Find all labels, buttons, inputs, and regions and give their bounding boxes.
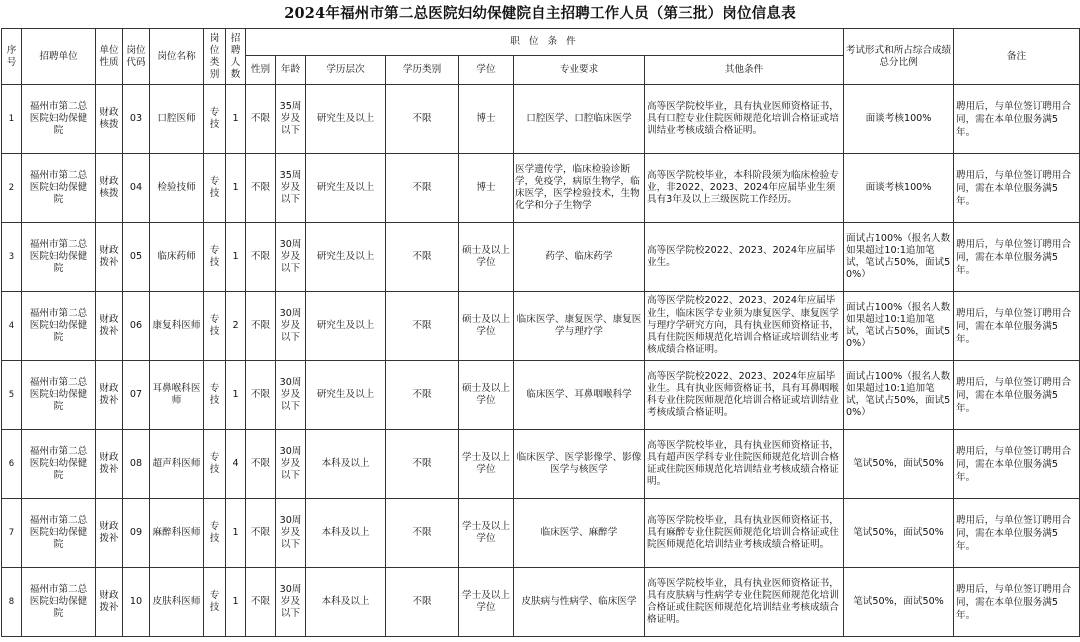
cell-seq: 4 xyxy=(2,292,22,361)
cell-gender: 不限 xyxy=(246,85,276,154)
cell-edu-level: 本科及以上 xyxy=(306,499,386,568)
header-exam: 考试形式和所占综合成绩总分比例 xyxy=(844,29,954,85)
table-row xyxy=(2,292,1080,361)
table-row xyxy=(2,499,1080,568)
cell-edu-type: 不限 xyxy=(386,154,459,223)
cell-degree: 学士及以上学位 xyxy=(459,499,514,568)
table-row xyxy=(2,568,1080,637)
cell-unit: 福州市第二总医院妇幼保健院 xyxy=(22,361,96,430)
header-age: 年龄 xyxy=(276,56,306,85)
cell-category: 专技 xyxy=(204,85,226,154)
cell-degree: 硕士及以上学位 xyxy=(459,223,514,292)
cell-nature: 财政核拨 xyxy=(96,85,123,154)
cell-nature: 财政拨补 xyxy=(96,499,123,568)
cell-gender: 不限 xyxy=(246,499,276,568)
cell-count: 1 xyxy=(226,85,246,154)
cell-nature: 财政拨补 xyxy=(96,223,123,292)
cell-exam: 面试占100%（报名人数如果超过10:1追加笔试，笔试占50%，面试50%） xyxy=(844,361,954,430)
cell-age: 30周岁及以下 xyxy=(276,430,306,499)
cell-nature: 财政拨补 xyxy=(96,568,123,637)
cell-nature: 财政拨补 xyxy=(96,430,123,499)
cell-count: 1 xyxy=(226,223,246,292)
cell-count: 1 xyxy=(226,568,246,637)
cell-unit: 福州市第二总医院妇幼保健院 xyxy=(22,568,96,637)
cell-degree: 博士 xyxy=(459,85,514,154)
cell-count: 2 xyxy=(226,292,246,361)
cell-code: 06 xyxy=(123,292,150,361)
cell-gender: 不限 xyxy=(246,568,276,637)
cell-edu-type: 不限 xyxy=(386,568,459,637)
cell-category: 专技 xyxy=(204,499,226,568)
cell-name: 超声科医师 xyxy=(150,430,204,499)
cell-exam: 面谈考核100% xyxy=(844,85,954,154)
header-conditions: 职 位 条 件 xyxy=(246,29,844,56)
cell-note: 聘用后，与单位签订聘用合同，需在本单位服务满5年。 xyxy=(954,154,1080,223)
cell-seq: 1 xyxy=(2,85,22,154)
cell-category: 专技 xyxy=(204,223,226,292)
cell-age: 30周岁及以下 xyxy=(276,361,306,430)
cell-degree: 博士 xyxy=(459,154,514,223)
table-row xyxy=(2,154,1080,223)
cell-seq: 8 xyxy=(2,568,22,637)
cell-exam: 面谈考核100% xyxy=(844,154,954,223)
cell-code: 05 xyxy=(123,223,150,292)
cell-other: 高等医学院校2022、2023、2024年应届毕业生，临床医学专业须为康复医学、康复医学与理疗学研究方向，具有执业医师资格证书，具有住院医师规范化培训合格证或培训结业考核成绩合格证明。 xyxy=(645,292,844,361)
cell-seq: 2 xyxy=(2,154,22,223)
cell-age: 30周岁及以下 xyxy=(276,568,306,637)
cell-age: 30周岁及以下 xyxy=(276,292,306,361)
header-degree: 学位 xyxy=(459,56,514,85)
cell-edu-level: 研究生及以上 xyxy=(306,361,386,430)
cell-edu-level: 研究生及以上 xyxy=(306,223,386,292)
table-row xyxy=(2,361,1080,430)
header-category: 岗位类别 xyxy=(204,29,226,85)
table-row xyxy=(2,223,1080,292)
cell-major: 皮肤病与性病学、临床医学 xyxy=(514,568,645,637)
table-row xyxy=(2,85,1080,154)
cell-edu-level: 研究生及以上 xyxy=(306,292,386,361)
cell-edu-type: 不限 xyxy=(386,499,459,568)
cell-note: 聘用后，与单位签订聘用合同，需在本单位服务满5年。 xyxy=(954,430,1080,499)
header-note: 备注 xyxy=(954,29,1080,85)
cell-nature: 财政拨补 xyxy=(96,292,123,361)
cell-degree: 硕士及以上学位 xyxy=(459,361,514,430)
cell-other: 高等医学院校毕业，具有执业医师资格证书，具有口腔专业住院医师规范化培训合格证或培训结业考核成绩合格证明。 xyxy=(645,85,844,154)
cell-category: 专技 xyxy=(204,430,226,499)
cell-category: 专技 xyxy=(204,361,226,430)
cell-seq: 3 xyxy=(2,223,22,292)
header-major: 专业要求 xyxy=(514,56,645,85)
cell-unit: 福州市第二总医院妇幼保健院 xyxy=(22,430,96,499)
cell-gender: 不限 xyxy=(246,361,276,430)
cell-gender: 不限 xyxy=(246,430,276,499)
cell-gender: 不限 xyxy=(246,223,276,292)
cell-gender: 不限 xyxy=(246,154,276,223)
cell-major: 临床医学、耳鼻咽喉科学 xyxy=(514,361,645,430)
cell-nature: 财政核拨 xyxy=(96,154,123,223)
cell-edu-type: 不限 xyxy=(386,361,459,430)
cell-count: 1 xyxy=(226,154,246,223)
position-table xyxy=(1,28,1080,637)
cell-name: 临床药师 xyxy=(150,223,204,292)
cell-major: 医学遗传学，临床检验诊断学，免疫学，病原生物学，临床医学，医学检验技术，生物化学和分子生物学 xyxy=(514,154,645,223)
cell-exam: 笔试50%，面试50% xyxy=(844,568,954,637)
header-name: 岗位名称 xyxy=(150,29,204,85)
cell-edu-level: 本科及以上 xyxy=(306,568,386,637)
cell-count: 1 xyxy=(226,361,246,430)
cell-edu-type: 不限 xyxy=(386,85,459,154)
cell-code: 03 xyxy=(123,85,150,154)
cell-seq: 7 xyxy=(2,499,22,568)
cell-unit: 福州市第二总医院妇幼保健院 xyxy=(22,85,96,154)
header-code: 岗位代码 xyxy=(123,29,150,85)
cell-code: 10 xyxy=(123,568,150,637)
cell-name: 检验技师 xyxy=(150,154,204,223)
cell-major: 临床医学、麻醉学 xyxy=(514,499,645,568)
cell-major: 药学、临床药学 xyxy=(514,223,645,292)
cell-edu-type: 不限 xyxy=(386,223,459,292)
cell-note: 聘用后，与单位签订聘用合同，需在本单位服务满5年。 xyxy=(954,499,1080,568)
cell-gender: 不限 xyxy=(246,292,276,361)
cell-name: 耳鼻喉科医师 xyxy=(150,361,204,430)
cell-name: 皮肤科医师 xyxy=(150,568,204,637)
cell-exam: 面试占100%（报名人数如果超过10:1追加笔试，笔试占50%，面试50%） xyxy=(844,223,954,292)
cell-age: 35周岁及以下 xyxy=(276,85,306,154)
cell-edu-level: 研究生及以上 xyxy=(306,154,386,223)
cell-edu-type: 不限 xyxy=(386,430,459,499)
cell-degree: 学士及以上学位 xyxy=(459,568,514,637)
cell-degree: 学士及以上学位 xyxy=(459,430,514,499)
cell-major: 临床医学、康复医学、康复医学与理疗学 xyxy=(514,292,645,361)
cell-major: 临床医学、医学影像学、影像医学与核医学 xyxy=(514,430,645,499)
cell-unit: 福州市第二总医院妇幼保健院 xyxy=(22,154,96,223)
cell-category: 专技 xyxy=(204,154,226,223)
cell-unit: 福州市第二总医院妇幼保健院 xyxy=(22,499,96,568)
cell-count: 1 xyxy=(226,499,246,568)
cell-exam: 面试占100%（报名人数如果超过10:1追加笔试，笔试占50%，面试50%） xyxy=(844,292,954,361)
table-row xyxy=(2,430,1080,499)
cell-count: 4 xyxy=(226,430,246,499)
cell-exam: 笔试50%，面试50% xyxy=(844,430,954,499)
header-seq: 序号 xyxy=(2,29,22,85)
cell-seq: 6 xyxy=(2,430,22,499)
cell-other: 高等医学院校毕业，具有执业医师资格证书，具有皮肤病与性病学专业住院医师规范化培训合格证或住院医师规范化培训结业考核成绩合格证明。 xyxy=(645,568,844,637)
cell-note: 聘用后，与单位签订聘用合同，需在本单位服务满5年。 xyxy=(954,292,1080,361)
cell-code: 09 xyxy=(123,499,150,568)
header-count: 招聘人数 xyxy=(226,29,246,85)
cell-edu-level: 本科及以上 xyxy=(306,430,386,499)
cell-name: 麻醉科医师 xyxy=(150,499,204,568)
cell-age: 30周岁及以下 xyxy=(276,499,306,568)
cell-degree: 硕士及以上学位 xyxy=(459,292,514,361)
cell-other: 高等医学院校毕业，具有执业医师资格证书，具有超声医学科专业住院医师规范化培训合格证或住院医师规范化培训结业考核成绩合格证明。 xyxy=(645,430,844,499)
cell-note: 聘用后，与单位签订聘用合同，需在本单位服务满5年。 xyxy=(954,223,1080,292)
cell-other: 高等医学院校毕业，具有执业医师资格证书，具有麻醉专业住院医师规范化培训合格证或住院医师规范化培训结业考核成绩合格证明。 xyxy=(645,499,844,568)
cell-unit: 福州市第二总医院妇幼保健院 xyxy=(22,223,96,292)
cell-edu-type: 不限 xyxy=(386,292,459,361)
cell-seq: 5 xyxy=(2,361,22,430)
cell-other: 高等医学院校2022、2023、2024年应届毕业生。 xyxy=(645,223,844,292)
cell-name: 口腔医师 xyxy=(150,85,204,154)
cell-age: 35周岁及以下 xyxy=(276,154,306,223)
cell-code: 07 xyxy=(123,361,150,430)
cell-category: 专技 xyxy=(204,568,226,637)
cell-code: 04 xyxy=(123,154,150,223)
header-gender: 性别 xyxy=(246,56,276,85)
cell-other: 高等医学院校毕业，本科阶段须为临床检验专业，非2022、2023、2024年应届毕业生须具有3年及以上三级医院工作经历。 xyxy=(645,154,844,223)
cell-major: 口腔医学、口腔临床医学 xyxy=(514,85,645,154)
header-edu-level: 学历层次 xyxy=(306,56,386,85)
cell-exam: 笔试50%，面试50% xyxy=(844,499,954,568)
cell-age: 30周岁及以下 xyxy=(276,223,306,292)
header-other: 其他条件 xyxy=(645,56,844,85)
table-title: 2024年福州市第二总医院妇幼保健院自主招聘工作人员（第三批）岗位信息表 xyxy=(284,5,796,22)
header-edu-type: 学历类别 xyxy=(386,56,459,85)
cell-note: 聘用后，与单位签订聘用合同，需在本单位服务满5年。 xyxy=(954,85,1080,154)
cell-unit: 福州市第二总医院妇幼保健院 xyxy=(22,292,96,361)
cell-nature: 财政拨补 xyxy=(96,361,123,430)
cell-note: 聘用后，与单位签订聘用合同，需在本单位服务满5年。 xyxy=(954,361,1080,430)
cell-edu-level: 研究生及以上 xyxy=(306,85,386,154)
cell-note: 聘用后，与单位签订聘用合同，需在本单位服务满5年。 xyxy=(954,568,1080,637)
cell-name: 康复科医师 xyxy=(150,292,204,361)
header-nature: 单位性质 xyxy=(96,29,123,85)
cell-code: 08 xyxy=(123,430,150,499)
cell-category: 专技 xyxy=(204,292,226,361)
cell-other: 高等医学院校2022、2023、2024年应届毕业生。具有执业医师资格证书，具有耳鼻咽喉科专业住院医师规范化培训合格证或培训结业考核成绩合格证明。 xyxy=(645,361,844,430)
header-unit: 招聘单位 xyxy=(22,29,96,85)
